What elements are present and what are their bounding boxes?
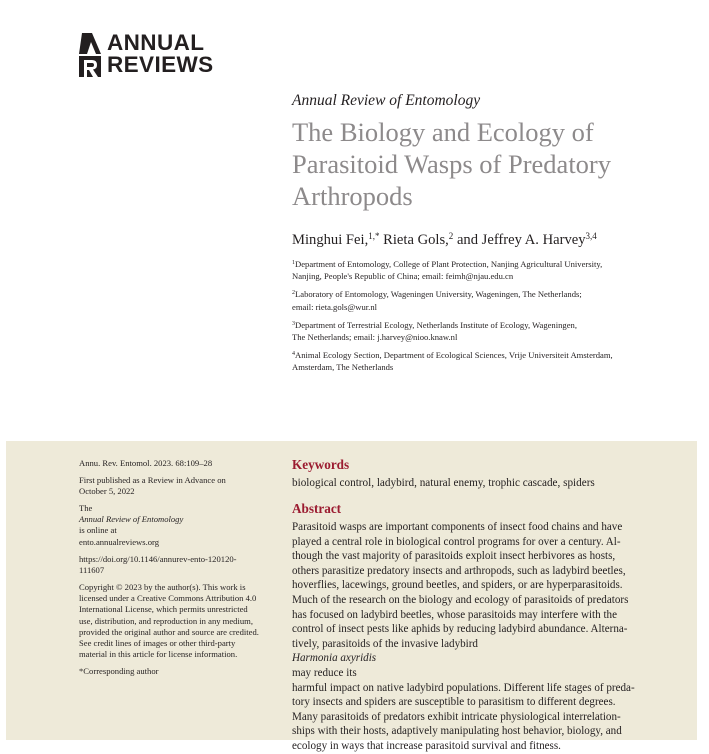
abstract-line-text: tively, parasitoids of the invasive ladybird — [292, 637, 478, 650]
journal-url-link[interactable]: ento.annualreviews.org — [79, 536, 160, 547]
author-list — [292, 232, 597, 249]
affiliation-number: 4 — [292, 351, 295, 358]
keywords-list: biological control, ladybird, natural enemy, trophic cascade, spiders — [292, 477, 595, 489]
affiliation-line: email: rieta.gols@wur.nl — [292, 301, 378, 312]
copyright-notice — [79, 582, 279, 661]
online-post: is online at — [79, 525, 117, 536]
abstract-line: though the vast majority of parasitoids exploit insect herbivores as hosts, — [292, 550, 616, 563]
copyright-line: provided the original author and source are credited. — [79, 626, 259, 637]
affiliation-line: The Netherlands; email: j.harvey@nioo.knaw.nl — [292, 332, 458, 343]
keywords-heading: Keywords — [292, 457, 350, 472]
online-line — [79, 503, 279, 537]
affiliations — [292, 258, 692, 380]
copyright-line: See credit lines of images or other third-party — [79, 638, 236, 649]
affiliation-line: Animal Ecology Section, Department of Ecological Sciences, Vrije Universiteit Amsterdam, — [295, 350, 613, 361]
affiliation-1 — [292, 258, 692, 282]
affiliation-line: Department of Terrestrial Ecology, Netherlands Institute of Ecology, Wageningen, — [295, 319, 577, 330]
abstract-line: Much of the research on the biology and ecology of parasitoids of predators — [292, 593, 629, 606]
online-journal: Annual Review of Entomology — [79, 514, 184, 525]
affiliation-line: Department of Entomology, College of Plant Protection, Nanjing Agricultural University, — [295, 259, 603, 269]
author-fei-affiliation: 1,* — [368, 231, 380, 241]
affiliation-4 — [292, 349, 692, 373]
abstract-line-text: may reduce its — [292, 666, 357, 679]
logo-line-1: ANNUAL — [107, 30, 205, 55]
abstract-line: others parasitize predatory insects and arthropods, such as ladybird beetles, — [292, 564, 626, 577]
title-line: Parasitoid Wasps of Predatory — [292, 149, 612, 179]
abstract-line: harmful impact on native ladybird populations. Different life stages of preda- — [292, 681, 635, 694]
abstract-line: Parasitoid wasps are important components of insect food chains and have — [292, 521, 623, 533]
doi-link[interactable] — [79, 554, 279, 577]
affiliation-3 — [292, 319, 692, 343]
logo-line-2: REVIEWS — [107, 52, 214, 77]
corresponding-author-note — [79, 666, 279, 677]
title-line: Arthropods — [292, 181, 413, 211]
online-info — [79, 503, 279, 548]
publication-history — [79, 475, 279, 498]
journal-name: Annual Review of Entomology — [292, 92, 481, 109]
author-harvey[interactable]: and Jeffrey A. Harvey — [453, 232, 586, 248]
doi-line[interactable]: 111607 — [79, 564, 105, 575]
abstract-heading: Abstract — [292, 501, 342, 516]
citation-text: Annu. Rev. Entomol. 2023. 68:109–28 — [79, 458, 213, 468]
affiliation-2 — [292, 288, 692, 312]
abstract-line — [292, 637, 692, 681]
doi-line[interactable]: https://doi.org/10.1146/annurev-ento-120120- — [79, 553, 237, 564]
abstract-line: tory insects and spiders are susceptible to parasitism to different degrees. — [292, 696, 616, 709]
abstract-line: played a central role in biological control programs for over a century. Al- — [292, 535, 621, 548]
abstract-line: ecology in ways that increase parasitoid survival and fitness. — [292, 739, 561, 752]
abstract-line: ships with their hosts, adaptively manipulating host behavior, biology, and — [292, 725, 622, 738]
publication-line: First published as a Review in Advance on — [79, 474, 226, 485]
affiliation-line: Laboratory of Entomology, Wageningen University, Wageningen, The Netherlands; — [295, 289, 582, 300]
copyright-line: licensed under a Creative Commons Attribution 4.0 — [79, 592, 257, 603]
annual-reviews-logo[interactable] — [79, 30, 249, 81]
annual-reviews-ar-mark-icon — [79, 33, 101, 77]
logo-wordmark — [107, 32, 214, 76]
affiliation-line: Nanjing, People's Republic of China; email: feimh@njau.edu.cn — [292, 271, 514, 282]
abstract-body — [292, 520, 692, 754]
author-harvey-affiliation: 3,4 — [585, 231, 597, 241]
citation — [79, 458, 279, 469]
copyright-line: Copyright © 2023 by the author(s). This work is — [79, 581, 246, 592]
publication-line: October 5, 2022 — [79, 486, 135, 497]
affiliation-number: 2 — [292, 290, 295, 297]
abstract-line: Many parasitoids of predators exhibit intricate physiological interrelation- — [292, 710, 621, 723]
copyright-line: International License, which permits unrestricted — [79, 604, 248, 615]
copyright-line: material in this article for license information. — [79, 649, 238, 660]
author-gols[interactable]: Rieta Gols, — [379, 232, 449, 248]
affiliation-line: Amsterdam, The Netherlands — [292, 362, 394, 373]
author-fei[interactable]: Minghui Fei, — [292, 232, 369, 248]
author-gols-affiliation: 2 — [448, 231, 454, 241]
article-title — [292, 116, 692, 212]
corresponding-text: *Corresponding author — [79, 666, 159, 677]
abstract-line: control of insect pests like aphids by reducing ladybird abundance. Alterna- — [292, 623, 628, 636]
abstract-line: has focused on ladybird beetles, whose parasitoids may interfere with the — [292, 608, 618, 621]
article-info-sidebar — [79, 458, 279, 683]
affiliation-number: 1 — [292, 260, 295, 266]
affiliation-number: 3 — [292, 320, 295, 327]
title-line: The Biology and Ecology of — [292, 117, 594, 147]
copyright-line: use, distribution, and reproduction in any medium, — [79, 615, 253, 626]
online-pre: The — [79, 502, 93, 513]
species-name: Harmonia axyridis — [292, 652, 377, 665]
abstract-line: hoverflies, lacewings, ground beetles, and spiders, or are hyperparasitoids. — [292, 579, 623, 592]
